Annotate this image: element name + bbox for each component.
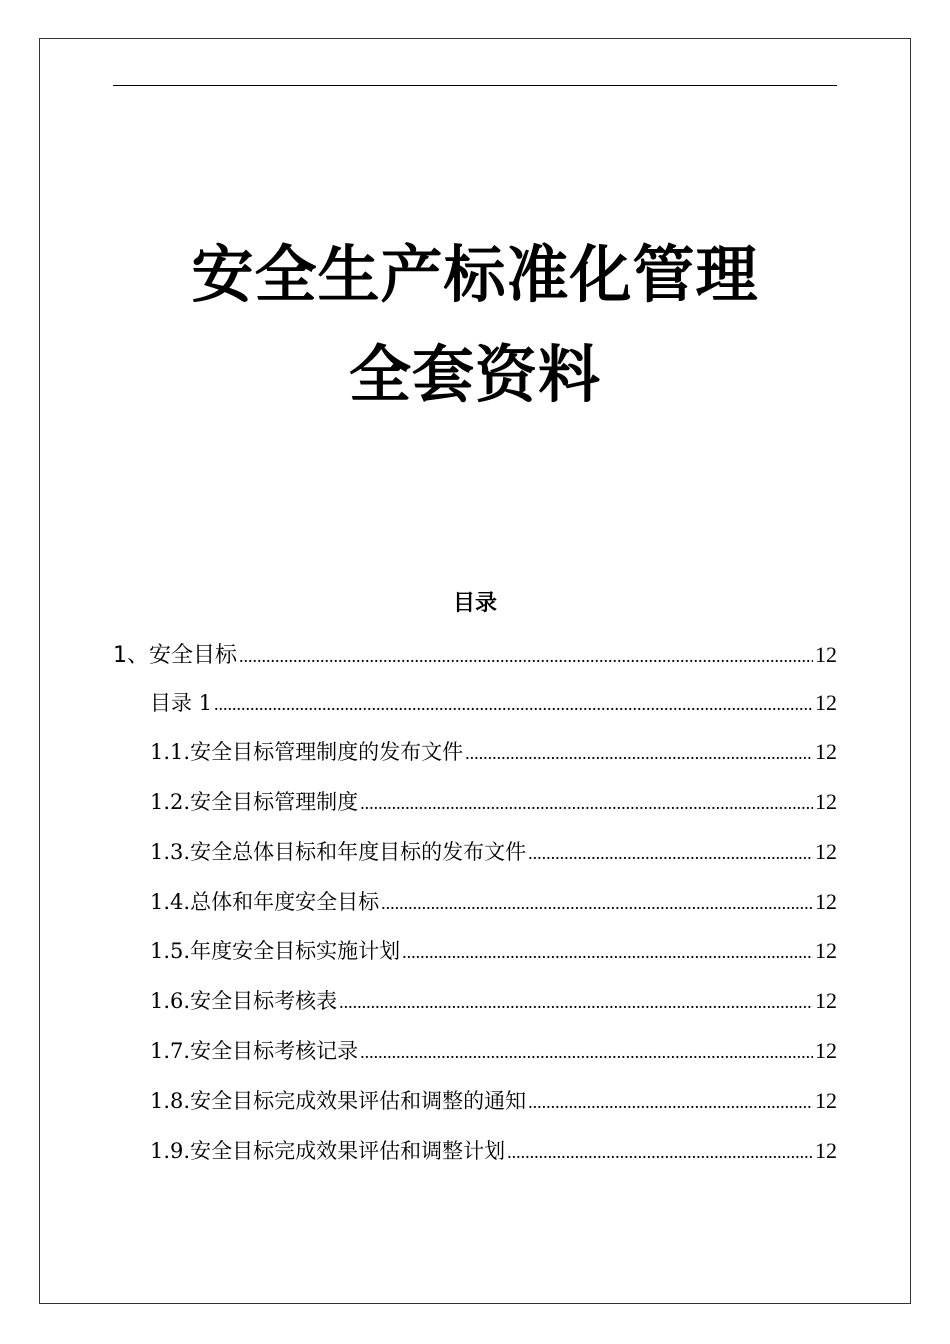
toc-heading: 目录	[452, 591, 497, 616]
toc-leader-dots	[214, 690, 813, 718]
toc-entry-page: 12	[815, 690, 837, 715]
document-title-line-1: 安全生产标准化管理	[191, 238, 759, 311]
toc-leader-dots	[528, 1088, 813, 1116]
toc-entry-label: 1.5.年度安全目标实施计划	[150, 939, 401, 963]
toc-entry[interactable]	[150, 1087, 837, 1116]
toc-entry-page: 12	[815, 739, 837, 764]
toc-entry-page: 12	[815, 789, 837, 814]
toc-entry-label: 1.6.安全目标考核表	[150, 989, 338, 1013]
toc-leader-dots	[507, 1138, 813, 1166]
toc-entry-label: 1、安全目标	[113, 643, 237, 668]
toc-entry-page: 12	[815, 938, 837, 963]
toc-entry-page: 12	[815, 839, 837, 864]
toc-entry-label: 1.3.安全总体目标和年度目标的发布文件	[150, 840, 527, 864]
toc-leader-dots	[381, 889, 813, 917]
toc-entry[interactable]	[150, 689, 837, 718]
toc-entry-page: 12	[815, 642, 837, 667]
toc-entry[interactable]	[150, 838, 837, 867]
toc-entry-page: 12	[815, 988, 837, 1013]
toc-entry-label: 1.9.安全目标完成效果评估和调整计划	[150, 1139, 506, 1163]
toc-entry-page: 12	[815, 1038, 837, 1063]
toc-leader-dots	[239, 642, 813, 670]
toc-entry-page: 12	[815, 1088, 837, 1113]
toc-leader-dots	[402, 938, 813, 966]
toc-entry[interactable]	[150, 1137, 837, 1166]
toc-entry[interactable]	[150, 888, 837, 917]
toc-entry-label: 1.8.安全目标完成效果评估和调整的通知	[150, 1089, 527, 1113]
toc-entry[interactable]	[113, 641, 837, 670]
toc-leader-dots	[465, 739, 813, 767]
toc-entry[interactable]	[150, 788, 837, 817]
header-rule	[113, 85, 837, 86]
toc-entry-label: 1.1.安全目标管理制度的发布文件	[150, 740, 464, 764]
document-title-line-2: 全套资料	[348, 338, 601, 411]
toc-entry[interactable]	[150, 937, 837, 966]
toc-entry[interactable]	[150, 738, 837, 767]
toc-entry-label: 目录 1	[150, 691, 213, 715]
toc-leader-dots	[339, 988, 813, 1016]
toc-entry-page: 12	[815, 889, 837, 914]
toc-leader-dots	[528, 839, 813, 867]
toc-entry-page: 12	[815, 1138, 837, 1163]
toc-entry[interactable]	[150, 1037, 837, 1066]
toc-entry-label: 1.2.安全目标管理制度	[150, 790, 359, 814]
toc-leader-dots	[360, 1038, 813, 1066]
toc-entry[interactable]	[150, 987, 837, 1016]
toc-leader-dots	[360, 789, 813, 817]
toc-entry-label: 1.4.总体和年度安全目标	[150, 890, 380, 914]
toc-entry-label: 1.7.安全目标考核记录	[150, 1039, 359, 1063]
